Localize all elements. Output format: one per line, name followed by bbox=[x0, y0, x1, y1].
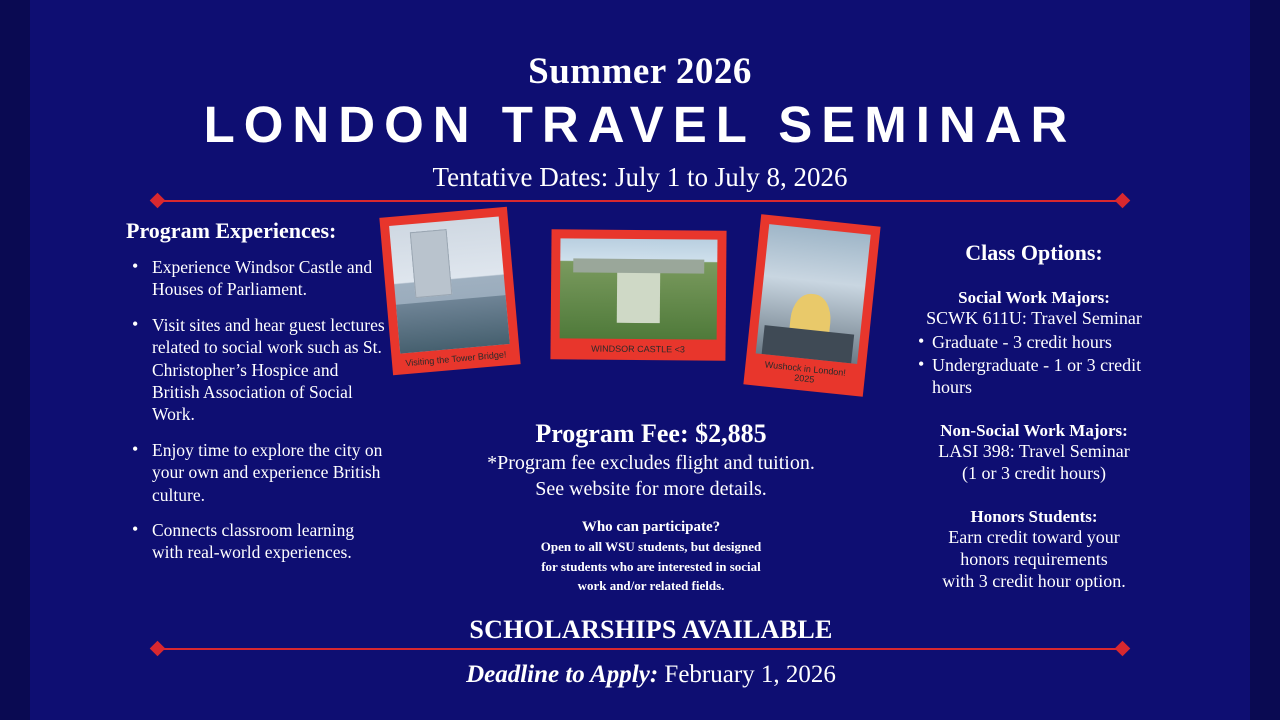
photo-tower-bridge-icon bbox=[389, 216, 510, 353]
photo-caption: Wushock in London! 2025 bbox=[764, 359, 847, 385]
non-social-work-credits: (1 or 3 credit hours) bbox=[962, 462, 1106, 483]
divider-line bbox=[160, 200, 1120, 202]
poster-header bbox=[0, 50, 1280, 193]
social-work-course: SCWK 611U: Travel Seminar bbox=[926, 308, 1142, 328]
social-work-majors-block bbox=[890, 288, 1178, 399]
divider-top bbox=[152, 194, 1128, 208]
tentative-dates: Tentative Dates: July 1 to July 8, 2026 bbox=[432, 162, 848, 192]
program-experiences-list bbox=[126, 256, 386, 564]
list-item: • Undergraduate - 1 or 3 credit hours bbox=[932, 355, 1178, 399]
program-experiences-section bbox=[126, 218, 386, 577]
social-work-majors-subheading: Social Work Majors: bbox=[958, 288, 1110, 307]
scholarships-banner: SCHOLARSHIPS AVAILABLE bbox=[469, 614, 833, 644]
non-social-work-course: LASI 398: Travel Seminar bbox=[938, 440, 1130, 461]
divider-bottom bbox=[152, 642, 1128, 656]
social-work-credit-list bbox=[890, 332, 1178, 399]
non-social-work-majors-block bbox=[890, 421, 1178, 485]
program-experiences-heading: Program Experiences: bbox=[126, 218, 337, 243]
application-deadline bbox=[386, 661, 916, 689]
photo-caption: Visiting the Tower Bridge! bbox=[405, 349, 507, 369]
subtitle-term: Summer 2026 bbox=[528, 51, 752, 92]
list-item: • Enjoy time to explore the city on your own and experience British culture. bbox=[152, 439, 386, 506]
program-fee: Program Fee: $2,885 bbox=[535, 419, 767, 448]
honors-students-block bbox=[890, 507, 1178, 593]
honors-line3: with 3 credit hour option. bbox=[942, 570, 1126, 591]
list-item: • Visit sites and hear guest lectures related to social work such as St. Christopher’s Hospice and British Association of Social Work. bbox=[152, 314, 386, 426]
program-fee-note-line1: *Program fee excludes flight and tuition. bbox=[487, 452, 815, 474]
honors-line2: honors requirements bbox=[960, 548, 1108, 569]
who-can-participate-heading: Who can participate? bbox=[581, 519, 721, 535]
diamond-icon bbox=[1115, 193, 1131, 209]
honors-line1: Earn credit toward your bbox=[948, 526, 1120, 547]
center-section bbox=[386, 208, 916, 689]
list-item: • Experience Windsor Castle and Houses of Parliament. bbox=[152, 256, 386, 301]
list-item: • Connects classroom learning with real-world experiences. bbox=[152, 519, 386, 564]
who-can-participate-line2: for students who are interested in social bbox=[541, 558, 761, 574]
photo-students-london-icon bbox=[756, 224, 871, 364]
photo-card-windsor-castle bbox=[550, 229, 726, 361]
honors-students-subheading: Honors Students: bbox=[970, 506, 1098, 526]
deadline-label: Deadline to Apply: bbox=[466, 660, 659, 688]
who-can-participate-line3: work and/or related fields. bbox=[577, 578, 725, 594]
deadline-value: February 1, 2026 bbox=[664, 660, 836, 688]
list-item: • Graduate - 3 credit hours bbox=[932, 332, 1178, 354]
class-options-heading: Class Options: bbox=[965, 240, 1103, 265]
photo-caption: WINDSOR CASTLE <3 bbox=[591, 343, 685, 355]
photo-gallery bbox=[386, 208, 916, 413]
photo-card-students-london bbox=[743, 214, 880, 396]
program-fee-note-line2: See website for more details. bbox=[535, 478, 767, 500]
class-options-section bbox=[890, 240, 1178, 593]
divider-line bbox=[160, 648, 1120, 650]
page-title: LONDON TRAVEL SEMINAR bbox=[203, 96, 1077, 153]
photo-windsor-castle-icon bbox=[560, 238, 718, 339]
diamond-icon bbox=[1115, 641, 1131, 657]
photo-card-tower-bridge bbox=[379, 207, 520, 376]
non-social-work-majors-subheading: Non-Social Work Majors: bbox=[940, 420, 1128, 440]
who-can-participate-line1: Open to all WSU students, but designed bbox=[540, 539, 762, 554]
